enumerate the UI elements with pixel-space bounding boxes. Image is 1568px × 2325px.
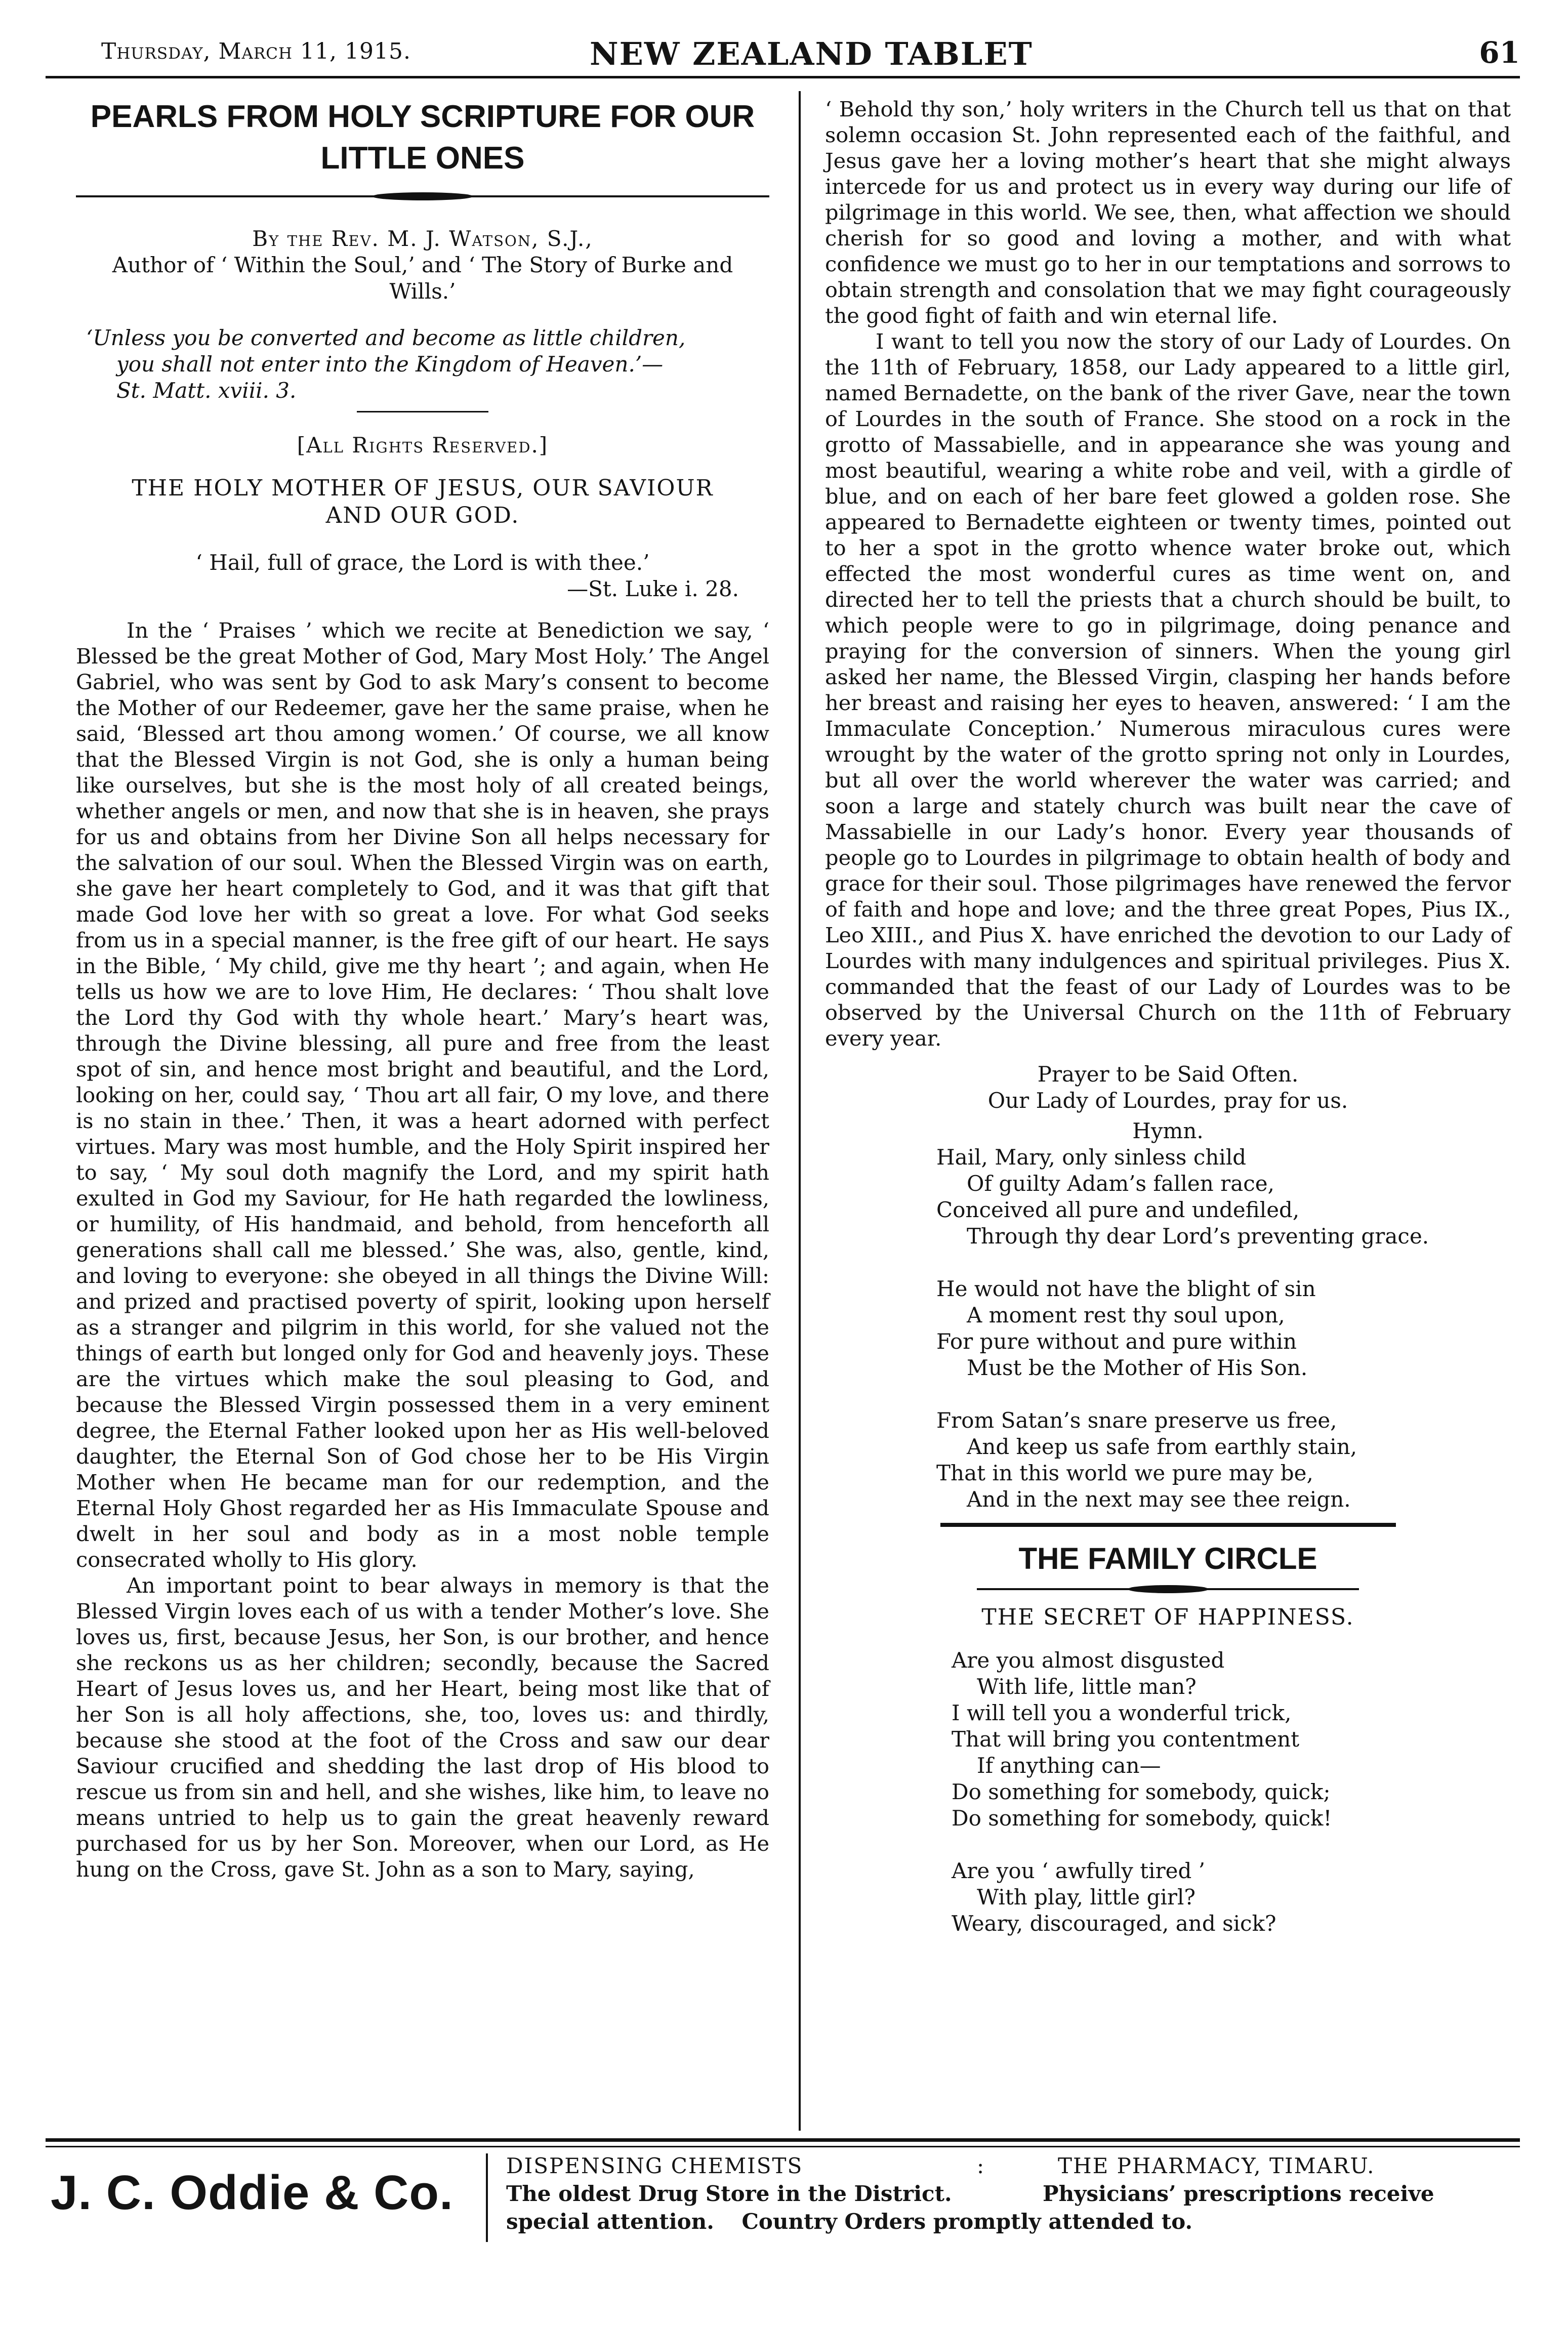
poem-line: I will tell you a wonderful trick, bbox=[952, 1700, 1292, 1725]
hymn-stanza bbox=[936, 1144, 1511, 1250]
scripture-citation: —St. Luke i. 28. bbox=[567, 576, 739, 601]
family-circle-top-rule bbox=[940, 1523, 1396, 1527]
short-rule bbox=[357, 411, 488, 412]
right-column bbox=[825, 96, 1511, 1937]
section-title-line-1: THE HOLY MOTHER OF JESUS, OUR SAVIOUR bbox=[132, 475, 714, 501]
section-title bbox=[76, 475, 769, 529]
article-body-left bbox=[76, 617, 769, 1882]
page-number: 61 bbox=[1479, 35, 1520, 70]
advert-special-attention: special attention. bbox=[506, 2209, 714, 2234]
section-title-line-2: AND OUR GOD. bbox=[325, 503, 520, 528]
hymn-line: A moment rest thy soul upon, bbox=[967, 1303, 1285, 1327]
hymn-line: That in this world we pure may be, bbox=[936, 1461, 1313, 1485]
poem-line: Do something for somebody, quick! bbox=[952, 1806, 1332, 1831]
prayer-text: Our Lady of Lourdes, pray for us. bbox=[987, 1088, 1348, 1113]
hymn-line: Conceived all pure and undefiled, bbox=[936, 1197, 1300, 1222]
paragraph-praises: In the ‘ Praises ’ which we recite at Benediction we say, ‘ Blessed be the great Mother of God, Mary Most Holy.’ The Angel Gabriel, who was sent by God to ask Mary’s consent to become the Mother of our Redeemer, gave her the same praise, when he said, ‘Blessed art thou among women.’ Of course, we all know that the Blessed Virgin is not God, she is only a human being like ourselves, but she is the most holy of all created beings, whether angels or men, and now that she is in heaven, she prays for us and obtains from her Divine Son all helps necessary for the salvation of our soul. When the Blessed Virgin was on earth, she gave her heart completely to God, and it was that gift that made God love her with so great a love. For what God seeks from us in a special manner, is the free gift of our heart. He says in the Bible, ‘ My child, give me thy heart ’; and again, when He tells us how we are to love Him, He declares: ‘ Thou shalt love the Lord thy God with thy whole heart.’ Mary’s heart was, through the Divine blessing, all pure and free from the least spot of sin, and hence most bright and beautiful, and the Lord, looking on her, could say, ‘ Thou art all fair, O my love, and there is no stain in thee.’ Then, it was a heart adorned with perfect virtues. Mary was most humble, and the Holy Spirit inspired her to say, ‘ My soul doth magnify the Lord, and my spirit hath exulted in God my Saviour, for He hath regarded the lowliness, or humility, of His handmaid, and behold, from henceforth all generations shall call me blessed.’ She was, also, gentle, kind, and loving to everyone: she obeyed in all things the Divine Will: and prized and practised poverty of spirit, looking upon herself as a stranger and pilgrim in this world, for she valued not the things of earth but longed only for God and heavenly joys. These are the virtues which make the soul pleasing to God, and because the Blessed Virgin possessed them in a very eminent degree, the Eternal Father looked upon her as His well-beloved daughter, the Eternal Son of God chose her to be His Virgin Mother when He became man for our redemption, and the Eternal Holy Ghost regarded her as His Immaculate Spouse and dwelt in her soul and body as in a most noble temple consecrated wholly to His glory. bbox=[76, 618, 769, 1572]
poem-stanza bbox=[952, 1858, 1511, 1937]
advert-business-type: DISPENSING CHEMISTS bbox=[506, 2153, 803, 2178]
family-circle-swell-rule bbox=[825, 1579, 1511, 1599]
poem-line: Weary, discouraged, and sick? bbox=[952, 1911, 1276, 1936]
byline-credentials: Author of ‘ Within the Soul,’ and ‘ The Story of Burke and Wills.’ bbox=[112, 253, 733, 304]
footer-rule-thin bbox=[46, 2146, 1520, 2147]
poem-stanza bbox=[952, 1647, 1511, 1832]
epigraph bbox=[76, 325, 769, 404]
article-title bbox=[76, 96, 769, 179]
advert-slogan: The oldest Drug Store in the District. bbox=[506, 2181, 952, 2206]
advert-line-3 bbox=[506, 2209, 1213, 2234]
paragraph-lourdes: I want to tell you now the story of our Lady of Lourdes. On the 11th of February, 1858, our Lady appeared to a little girl, named Bernadette, on the bank of the river Gave, near the town of Lourdes in the south of France. She stood on a rock in the grotto of Massabielle, and in appearance she was young and most beautiful, wearing a white robe and veil, with a girdle of blue, and on each of her bare feet glowed a golden rose. She appeared to Bernadette eighteen or twenty times, pointed out to her a spot in the grotto whence water broke out, which effected the most wonderful cures as time went on, and directed her to tell the priests that a church should be built, to which people were to go in pilgrimage, doing penance and praying for the conversion of sinners. When the young girl asked her name, the Blessed Virgin, clasping her hands before her breast and raising her eyes to heaven, answered: ‘ I am the Immaculate Conception.’ Numerous miraculous cures were wrought by the water of the grotto spring not only in Lourdes, but all over the world wherever the water was carried; and soon a large and stately church was built near the cave of Massabielle in our Lady’s honor. Every year thousands of people go to Lourdes in pilgrimage to obtain health of body and grace for their soul. Those pilgrimages have renewed the fervor of faith and hope and love; and the three great Popes, Pius IX., Leo XIII., and Pius X. have enriched the devotion to our Lady of Lourdes with many indulgences and spiritual privileges. Pius X. commanded that the feast of our Lady of Lourdes was to be observed by the Universal Church on the 11th of February every year. bbox=[825, 329, 1511, 1051]
advertiser-name: J. C. Oddie & Co. bbox=[51, 2166, 453, 2220]
hymn-line: From Satan’s snare preserve us free, bbox=[936, 1408, 1337, 1433]
poem-line: Are you ‘ awfully tired ’ bbox=[952, 1858, 1206, 1883]
hymn-line: And in the next may see thee reign. bbox=[967, 1487, 1351, 1512]
hymn-line: Of guilty Adam’s fallen race, bbox=[967, 1171, 1274, 1196]
article-byline bbox=[76, 226, 769, 305]
prayer-heading: Prayer to be Said Often. bbox=[1037, 1062, 1299, 1087]
hymn-line: For pure without and pure within bbox=[936, 1329, 1297, 1354]
poem-line: If anything can— bbox=[977, 1753, 1161, 1778]
hymn-line: Must be the Mother of His Son. bbox=[967, 1355, 1308, 1380]
epigraph-line-2: you shall not enter into the Kingdom of Heaven.’— bbox=[116, 352, 664, 377]
article-title-line-2: LITTLE ONES bbox=[320, 141, 525, 176]
article-body-right bbox=[825, 96, 1511, 1051]
hymn-heading: Hymn. bbox=[1132, 1118, 1204, 1143]
poem-line: That will bring you contentment bbox=[952, 1727, 1300, 1752]
poem-line: Do something for somebody, quick; bbox=[952, 1779, 1331, 1804]
hymn-line: Through thy dear Lord’s preventing grace. bbox=[967, 1224, 1429, 1249]
paragraph-behold-thy-son: ‘ Behold thy son,’ holy writers in the Church tell us that on that solemn occasion St. John represented each of the faithful, and Jesus gave her a loving mother’s heart that she might always intercede for us and protect us in every way during our life of pilgrimage in this world. We see, then, what affection we should cherish for so good and loving a mother, and with what confidence we must go to her in our temptations and sorrows to obtain strength and consolation that we may fight courageously the good fight of faith and win eternal life. bbox=[825, 97, 1511, 328]
header-rule bbox=[46, 76, 1520, 78]
advert-location: THE PHARMACY, TIMARU. bbox=[1058, 2153, 1375, 2178]
footer-rule-thick bbox=[46, 2138, 1520, 2142]
scripture-quote: ‘ Hail, full of grace, the Lord is with thee.’ bbox=[195, 550, 650, 575]
hymn-line: And keep us safe from earthly stain, bbox=[967, 1434, 1357, 1459]
paragraph-mothers-love: An important point to bear always in memory is that the Blessed Virgin loves each of us with a tender Mother’s love. She loves us, first, because Jesus, her Son, is our brother, and hence she reckons us as her children; secondly, because the Sacred Heart of Jesus loves us, and her Heart, being most like that of her Son is all holy affections, she, too, loves us: and thirdly, because she stood at the foot of the Cross and saw our dear Saviour crucified and shedding the last drop of His blood to rescue us from sin and hell, and she wishes, like him, to leave no means untried to help us to gain the great heavenly reward purchased for us by her Son. Moreover, when our Lord, as He hung on the Cross, gave St. John as a son to Mary, saying, bbox=[76, 1573, 769, 1882]
advert-prescriptions: Physicians’ prescriptions receive bbox=[1043, 2181, 1434, 2206]
advert-country-orders: Country Orders promptly attended to. bbox=[741, 2209, 1193, 2234]
poem-line: Are you almost disgusted bbox=[952, 1648, 1225, 1673]
epigraph-citation: St. Matt. xviii. 3. bbox=[116, 378, 297, 403]
page-header bbox=[46, 35, 1520, 76]
column-divider bbox=[799, 91, 801, 2131]
poem-line: With play, little girl? bbox=[977, 1885, 1195, 1909]
rights-notice: [All Rights Reserved.] bbox=[297, 433, 549, 458]
masthead-title: NEW ZEALAND TABLET bbox=[590, 35, 1033, 72]
hymn-line: He would not have the blight of sin bbox=[936, 1276, 1316, 1301]
family-circle-title: THE FAMILY CIRCLE bbox=[1018, 1542, 1317, 1575]
hymn bbox=[936, 1144, 1511, 1513]
epigraph-line-1: ‘Unless you be converted and become as little children, bbox=[86, 325, 686, 350]
advert-divider bbox=[486, 2153, 488, 2242]
article-title-line-1: PEARLS FROM HOLY SCRIPTURE FOR OUR bbox=[90, 99, 755, 134]
poem-line: With life, little man? bbox=[977, 1674, 1196, 1699]
hymn-line: Hail, Mary, only sinless child bbox=[936, 1145, 1247, 1170]
family-circle-subtitle: THE SECRET OF HAPPINESS. bbox=[981, 1604, 1354, 1630]
issue-date: Thursday, March 11, 1915. bbox=[101, 38, 411, 64]
secret-of-happiness-poem bbox=[952, 1647, 1511, 1937]
left-column bbox=[76, 96, 769, 1882]
title-swell-rule bbox=[76, 186, 769, 206]
byline-author: By the Rev. M. J. Watson, S.J., bbox=[252, 226, 593, 251]
hymn-stanza bbox=[936, 1407, 1511, 1513]
advert-separator: : bbox=[977, 2153, 984, 2178]
hymn-stanza bbox=[936, 1276, 1511, 1381]
